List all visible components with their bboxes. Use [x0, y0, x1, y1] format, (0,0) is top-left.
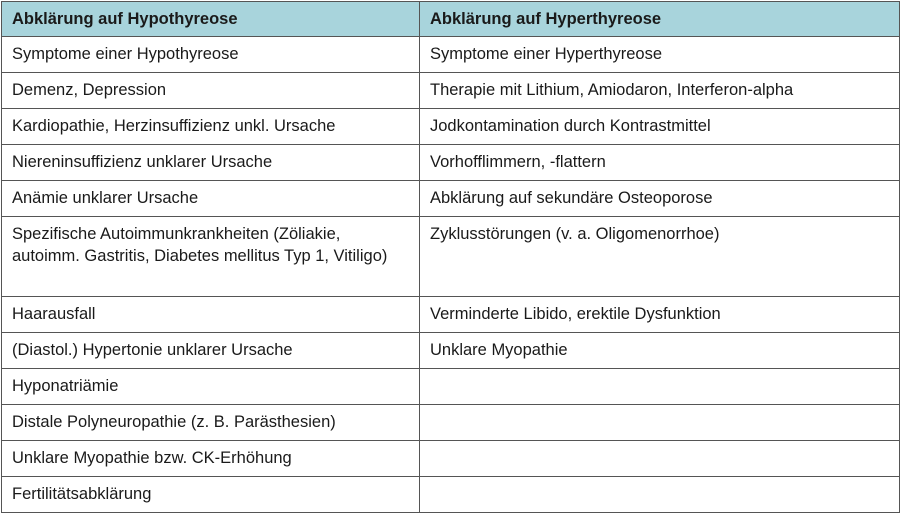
- cell-hyper: Jodkontamination durch Kontrastmittel: [420, 109, 900, 145]
- header-hypothyreose: Abklärung auf Hypothyreose: [2, 2, 420, 37]
- cell-hypo: Kardiopathie, Herzinsuffizienz unkl. Ursache: [2, 109, 420, 145]
- table-row: [2, 37, 900, 73]
- table-row: [2, 181, 900, 217]
- cell-hyper: Zyklusstörungen (v. a. Oligomenorrhoe): [420, 217, 900, 297]
- thyroid-screening-table: [1, 1, 900, 513]
- cell-hypo: Hyponatriämie: [2, 369, 420, 405]
- cell-hyper: Therapie mit Lithium, Amiodaron, Interferon-alpha: [420, 73, 900, 109]
- cell-hypo: Demenz, Depression: [2, 73, 420, 109]
- cell-hyper-empty: [420, 477, 900, 513]
- cell-hypo: Unklare Myopathie bzw. CK-Erhöhung: [2, 441, 420, 477]
- table-row: [2, 477, 900, 513]
- cell-hypo: (Diastol.) Hypertonie unklarer Ursache: [2, 333, 420, 369]
- cell-hypo: Symptome einer Hypothyreose: [2, 37, 420, 73]
- cell-hyper: Verminderte Libido, erektile Dysfunktion: [420, 297, 900, 333]
- cell-hypo: Fertilitätsabklärung: [2, 477, 420, 513]
- cell-hyper: Vorhofflimmern, -flattern: [420, 145, 900, 181]
- cell-hyper-empty: [420, 441, 900, 477]
- table-row: [2, 297, 900, 333]
- table-row: [2, 73, 900, 109]
- cell-hyper-empty: [420, 369, 900, 405]
- cell-hyper: Unklare Myopathie: [420, 333, 900, 369]
- table-row: [2, 109, 900, 145]
- header-row: [2, 2, 900, 37]
- table-row: [2, 217, 900, 297]
- cell-hyper-empty: [420, 405, 900, 441]
- cell-hypo: Distale Polyneuropathie (z. B. Parästhesien): [2, 405, 420, 441]
- table-row: [2, 441, 900, 477]
- cell-hypo: Anämie unklarer Ursache: [2, 181, 420, 217]
- table-row: [2, 405, 900, 441]
- cell-hypo: Niereninsuffizienz unklarer Ursache: [2, 145, 420, 181]
- table-row: [2, 369, 900, 405]
- table-row: [2, 333, 900, 369]
- header-hyperthyreose: Abklärung auf Hyperthyreose: [420, 2, 900, 37]
- table-row: [2, 145, 900, 181]
- cell-hypo: Spezifische Autoimmunkrankheiten (Zöliakie, autoimm. Gastritis, Diabetes mellitus Typ 1, Vitiligo): [2, 217, 420, 297]
- cell-hyper: Abklärung auf sekundäre Osteoporose: [420, 181, 900, 217]
- cell-hypo: Haarausfall: [2, 297, 420, 333]
- cell-hyper: Symptome einer Hyperthyreose: [420, 37, 900, 73]
